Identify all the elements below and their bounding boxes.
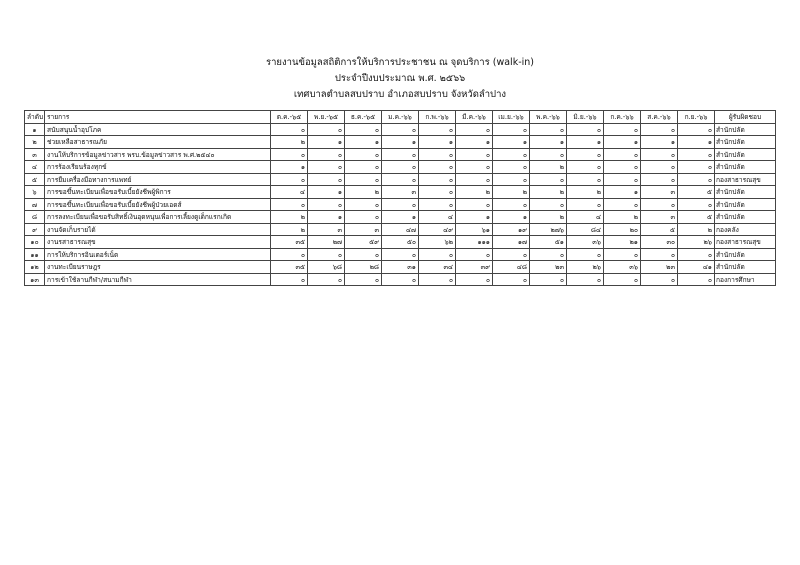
table-row	[25, 186, 776, 199]
row-item-cell: การร้องเรียนร้องทุกข์	[45, 161, 271, 174]
row-value-cell: ๔	[419, 211, 456, 224]
row-value-cell: ๐	[419, 248, 456, 261]
row-value-cell: ๒๗	[308, 236, 345, 249]
row-value-cell: ๐	[530, 123, 567, 136]
row-value-cell: ๐	[382, 248, 419, 261]
table-row	[25, 148, 776, 161]
row-value-cell: ๑	[604, 136, 641, 149]
row-value-cell: ๔	[567, 211, 604, 224]
row-value-cell: ๐	[567, 148, 604, 161]
row-responsible-cell: สำนักปลัด	[715, 186, 776, 199]
row-value-cell: ๐	[382, 123, 419, 136]
row-value-cell: ๐	[567, 173, 604, 186]
row-value-cell: ๐	[567, 248, 604, 261]
header-responsible: ผู้รับผิดชอบ	[715, 111, 776, 124]
row-value-cell: ๐	[456, 148, 493, 161]
row-responsible-cell: กองสาธารณสุข	[715, 173, 776, 186]
table-header-row	[25, 111, 776, 124]
header-month: ม.ค.-๖๖	[382, 111, 419, 124]
row-value-cell: ๐	[641, 198, 678, 211]
row-value-cell: ๑๗	[493, 236, 530, 249]
row-item-cell: งานให้บริการข้อมูลข่าวสาร พรบ.ข้อมูลข่าวสาร พ.ศ.๒๕๔๐	[45, 148, 271, 161]
row-value-cell: ๓๖	[567, 236, 604, 249]
row-value-cell: ๓	[382, 186, 419, 199]
row-value-cell: ๔๗	[382, 223, 419, 236]
row-value-cell: ๑	[271, 161, 308, 174]
row-value-cell: ๓๐	[641, 236, 678, 249]
row-item-cell: การขอขึ้นทะเบียนเพื่อขอรับเบี้ยยังชีพผู้ป่วยเอดส์	[45, 198, 271, 211]
row-value-cell: ๐	[382, 148, 419, 161]
row-value-cell: ๐	[308, 173, 345, 186]
row-value-cell: ๐	[419, 173, 456, 186]
row-value-cell: ๑	[382, 136, 419, 149]
table-row	[25, 161, 776, 174]
table-row	[25, 261, 776, 274]
header-item: รายการ	[45, 111, 271, 124]
row-value-cell: ๑	[382, 211, 419, 224]
row-value-cell: ๒๑	[604, 236, 641, 249]
row-value-cell: ๐	[419, 186, 456, 199]
row-value-cell: ๓	[308, 223, 345, 236]
row-value-cell: ๑	[567, 136, 604, 149]
row-value-cell: ๑๑๑	[456, 236, 493, 249]
row-value-cell: ๒๗๖	[530, 223, 567, 236]
row-responsible-cell: สำนักปลัด	[715, 211, 776, 224]
row-value-cell: ๐	[308, 273, 345, 286]
row-value-cell: ๐	[604, 273, 641, 286]
row-value-cell: ๑	[308, 186, 345, 199]
header-no: ลำดับ	[25, 111, 45, 124]
table-row	[25, 173, 776, 186]
row-value-cell: ๐	[604, 148, 641, 161]
row-value-cell: ๖๑	[456, 223, 493, 236]
row-value-cell: ๑	[493, 136, 530, 149]
row-value-cell: ๐	[382, 173, 419, 186]
row-item-cell: ช่วยเหลือสาธารณภัย	[45, 136, 271, 149]
row-value-cell: ๐	[419, 198, 456, 211]
row-value-cell: ๑	[641, 136, 678, 149]
row-value-cell: ๐	[530, 248, 567, 261]
row-value-cell: ๒	[567, 186, 604, 199]
row-value-cell: ๐	[456, 273, 493, 286]
row-value-cell: ๐	[678, 173, 715, 186]
row-value-cell: ๐	[678, 273, 715, 286]
row-value-cell: ๑	[456, 211, 493, 224]
row-value-cell: ๐	[308, 248, 345, 261]
table-row	[25, 236, 776, 249]
header-month: ก.ย.-๖๖	[678, 111, 715, 124]
row-item-cell: งานทะเบียนราษฎร	[45, 261, 271, 274]
row-value-cell: ๐	[493, 148, 530, 161]
row-item-cell: การยืมเครื่องมือทางการแพทย์	[45, 173, 271, 186]
row-value-cell: ๐	[604, 198, 641, 211]
row-value-cell: ๒	[530, 186, 567, 199]
row-value-cell: ๐	[678, 148, 715, 161]
row-item-cell: การให้บริการอินเตอร์เน็ต	[45, 248, 271, 261]
table-row	[25, 198, 776, 211]
row-responsible-cell: กองคลัง	[715, 223, 776, 236]
row-number-cell: ๗	[25, 198, 45, 211]
row-value-cell: ๒๖	[678, 236, 715, 249]
row-value-cell: ๑	[456, 136, 493, 149]
row-responsible-cell: สำนักปลัด	[715, 261, 776, 274]
row-value-cell: ๐	[641, 273, 678, 286]
row-value-cell: ๐	[678, 198, 715, 211]
row-value-cell: ๒	[271, 223, 308, 236]
row-value-cell: ๐	[604, 123, 641, 136]
row-value-cell: ๓๙	[456, 261, 493, 274]
row-value-cell: ๐	[419, 148, 456, 161]
row-responsible-cell: สำนักปลัด	[715, 248, 776, 261]
row-value-cell: ๓๑	[382, 261, 419, 274]
row-value-cell: ๓	[641, 211, 678, 224]
report-title-block	[0, 55, 800, 103]
row-value-cell: ๑	[308, 211, 345, 224]
row-responsible-cell: กองการศึกษา	[715, 273, 776, 286]
row-value-cell: ๐	[345, 161, 382, 174]
row-value-cell: ๒	[345, 186, 382, 199]
row-value-cell: ๐	[678, 248, 715, 261]
row-item-cell: สนับสนุนน้ำอุปโภค	[45, 123, 271, 136]
row-value-cell: ๕๙	[345, 236, 382, 249]
row-value-cell: ๒	[456, 186, 493, 199]
row-value-cell: ๑	[530, 136, 567, 149]
statistics-table	[24, 110, 776, 286]
row-item-cell: งานรสาธารณสุข	[45, 236, 271, 249]
header-month: ต.ค.-๖๕	[271, 111, 308, 124]
row-value-cell: ๐	[382, 161, 419, 174]
row-value-cell: ๐	[641, 161, 678, 174]
row-value-cell: ๐	[456, 123, 493, 136]
row-value-cell: ๐	[641, 148, 678, 161]
row-item-cell: การขอขึ้นทะเบียนเพื่อขอรับเบี้ยยังชีพผู้พิการ	[45, 186, 271, 199]
row-number-cell: ๖	[25, 186, 45, 199]
row-number-cell: ๑๒	[25, 261, 45, 274]
header-month: มี.ค.-๖๖	[456, 111, 493, 124]
row-number-cell: ๒	[25, 136, 45, 149]
row-value-cell: ๐	[493, 198, 530, 211]
row-value-cell: ๐	[678, 123, 715, 136]
row-value-cell: ๘๔	[567, 223, 604, 236]
fiscal-year-line: ประจำปีงบประมาณ พ.ศ. ๒๕๖๖	[334, 73, 466, 84]
row-value-cell: ๑	[345, 136, 382, 149]
row-value-cell: ๐	[530, 173, 567, 186]
header-month: ก.ค.-๖๖	[604, 111, 641, 124]
row-value-cell: ๒	[604, 211, 641, 224]
row-value-cell: ๐	[271, 198, 308, 211]
row-value-cell: ๑	[493, 211, 530, 224]
row-value-cell: ๓๖	[604, 261, 641, 274]
row-value-cell: ๔	[271, 186, 308, 199]
report-title: รายงานข้อมูลสถิติการให้บริการประชาชน ณ จุดบริการ (walk-in)	[265, 57, 534, 68]
table-row	[25, 248, 776, 261]
row-value-cell: ๐	[382, 198, 419, 211]
row-value-cell: ๑	[604, 186, 641, 199]
row-value-cell: ๐	[641, 173, 678, 186]
row-value-cell: ๕๑	[530, 236, 567, 249]
row-value-cell: ๐	[493, 123, 530, 136]
header-month: พ.ค.-๖๖	[530, 111, 567, 124]
row-value-cell: ๔๙	[419, 223, 456, 236]
row-value-cell: ๔๘	[493, 261, 530, 274]
row-responsible-cell: สำนักปลัด	[715, 198, 776, 211]
header-month: พ.ย.-๖๕	[308, 111, 345, 124]
row-value-cell: ๐	[345, 173, 382, 186]
row-value-cell: ๐	[456, 198, 493, 211]
header-month: ธ.ค.-๖๕	[345, 111, 382, 124]
row-value-cell: ๐	[382, 273, 419, 286]
row-item-cell: การเข้าใช้ลานกีฬา/สนามกีฬา	[45, 273, 271, 286]
header-month: ก.พ.-๖๖	[419, 111, 456, 124]
row-value-cell: ๕	[678, 186, 715, 199]
row-value-cell: ๐	[308, 198, 345, 211]
row-value-cell: ๐	[567, 273, 604, 286]
row-value-cell: ๑๙	[493, 223, 530, 236]
row-value-cell: ๖๒	[419, 236, 456, 249]
row-value-cell: ๐	[530, 198, 567, 211]
row-responsible-cell: สำนักปลัด	[715, 161, 776, 174]
row-value-cell: ๒	[271, 211, 308, 224]
row-value-cell: ๐	[493, 161, 530, 174]
row-number-cell: ๔	[25, 161, 45, 174]
organization-line: เทศบาลตำบลสบปราบ อำเภอสบปราบ จังหวัดลำปาง	[293, 89, 507, 100]
header-month: มิ.ย.-๖๖	[567, 111, 604, 124]
row-value-cell: ๕	[678, 211, 715, 224]
row-value-cell: ๐	[604, 173, 641, 186]
row-value-cell: ๐	[345, 148, 382, 161]
row-value-cell: ๐	[641, 123, 678, 136]
table-row	[25, 223, 776, 236]
row-value-cell: ๐	[419, 273, 456, 286]
row-value-cell: ๐	[271, 248, 308, 261]
row-value-cell: ๐	[493, 173, 530, 186]
row-responsible-cell: กองสาธารณสุข	[715, 236, 776, 249]
table-body	[25, 123, 776, 286]
row-value-cell: ๐	[493, 273, 530, 286]
row-value-cell: ๐	[308, 161, 345, 174]
row-value-cell: ๐	[308, 148, 345, 161]
row-responsible-cell: สำนักปลัด	[715, 136, 776, 149]
row-value-cell: ๒	[271, 136, 308, 149]
row-value-cell: ๐	[604, 161, 641, 174]
row-value-cell: ๑	[678, 136, 715, 149]
row-value-cell: ๐	[567, 123, 604, 136]
row-value-cell: ๓๔	[419, 261, 456, 274]
row-number-cell: ๑	[25, 123, 45, 136]
row-value-cell: ๓	[345, 223, 382, 236]
row-value-cell: ๓	[641, 186, 678, 199]
row-value-cell: ๐	[271, 148, 308, 161]
row-number-cell: ๓	[25, 148, 45, 161]
row-value-cell: ๑	[419, 136, 456, 149]
row-responsible-cell: สำนักปลัด	[715, 148, 776, 161]
row-value-cell: ๖๘	[308, 261, 345, 274]
row-number-cell: ๘	[25, 211, 45, 224]
row-value-cell: ๕๐	[382, 236, 419, 249]
row-value-cell: ๕	[641, 223, 678, 236]
row-value-cell: ๓๕	[271, 236, 308, 249]
table-row	[25, 136, 776, 149]
row-value-cell: ๐	[419, 123, 456, 136]
row-value-cell: ๐	[530, 148, 567, 161]
row-value-cell: ๐	[567, 198, 604, 211]
row-value-cell: ๒	[530, 161, 567, 174]
row-value-cell: ๐	[271, 273, 308, 286]
row-value-cell: ๐	[419, 161, 456, 174]
row-value-cell: ๐	[456, 161, 493, 174]
row-value-cell: ๒	[678, 223, 715, 236]
row-value-cell: ๐	[493, 248, 530, 261]
row-value-cell: ๐	[456, 173, 493, 186]
row-item-cell: การลงทะเบียนเพื่อขอรับสิทธิ์เงินอุดหนุนเพื่อการเลี้ยงดูเด็กแรกเกิด	[45, 211, 271, 224]
row-value-cell: ๐	[604, 248, 641, 261]
row-value-cell: ๐	[271, 173, 308, 186]
row-number-cell: ๕	[25, 173, 45, 186]
row-value-cell: ๐	[456, 248, 493, 261]
table-row	[25, 273, 776, 286]
row-value-cell: ๐	[308, 123, 345, 136]
row-value-cell: ๐	[567, 161, 604, 174]
row-value-cell: ๒	[493, 186, 530, 199]
row-value-cell: ๐	[345, 123, 382, 136]
row-value-cell: ๐	[345, 273, 382, 286]
table-row	[25, 123, 776, 136]
row-number-cell: ๙	[25, 223, 45, 236]
row-value-cell: ๐	[271, 123, 308, 136]
row-number-cell: ๑๓	[25, 273, 45, 286]
row-number-cell: ๑๐	[25, 236, 45, 249]
row-value-cell: ๒๓	[530, 261, 567, 274]
row-value-cell: ๒๖	[567, 261, 604, 274]
row-value-cell: ๐	[530, 273, 567, 286]
row-value-cell: ๒๐	[604, 223, 641, 236]
row-responsible-cell: สำนักปลัด	[715, 123, 776, 136]
row-item-cell: งานจัดเก็บรายได้	[45, 223, 271, 236]
row-value-cell: ๔๑	[678, 261, 715, 274]
row-value-cell: ๐	[678, 161, 715, 174]
table-row	[25, 211, 776, 224]
row-value-cell: ๐	[345, 248, 382, 261]
row-value-cell: ๓๕	[271, 261, 308, 274]
header-month: เม.ย.-๖๖	[493, 111, 530, 124]
row-number-cell: ๑๑	[25, 248, 45, 261]
row-value-cell: ๒๘	[345, 261, 382, 274]
row-value-cell: ๑	[308, 136, 345, 149]
row-value-cell: ๒๓	[641, 261, 678, 274]
row-value-cell: ๒	[530, 211, 567, 224]
row-value-cell: ๐	[345, 211, 382, 224]
row-value-cell: ๐	[345, 198, 382, 211]
header-month: ส.ค.-๖๖	[641, 111, 678, 124]
row-value-cell: ๐	[641, 248, 678, 261]
